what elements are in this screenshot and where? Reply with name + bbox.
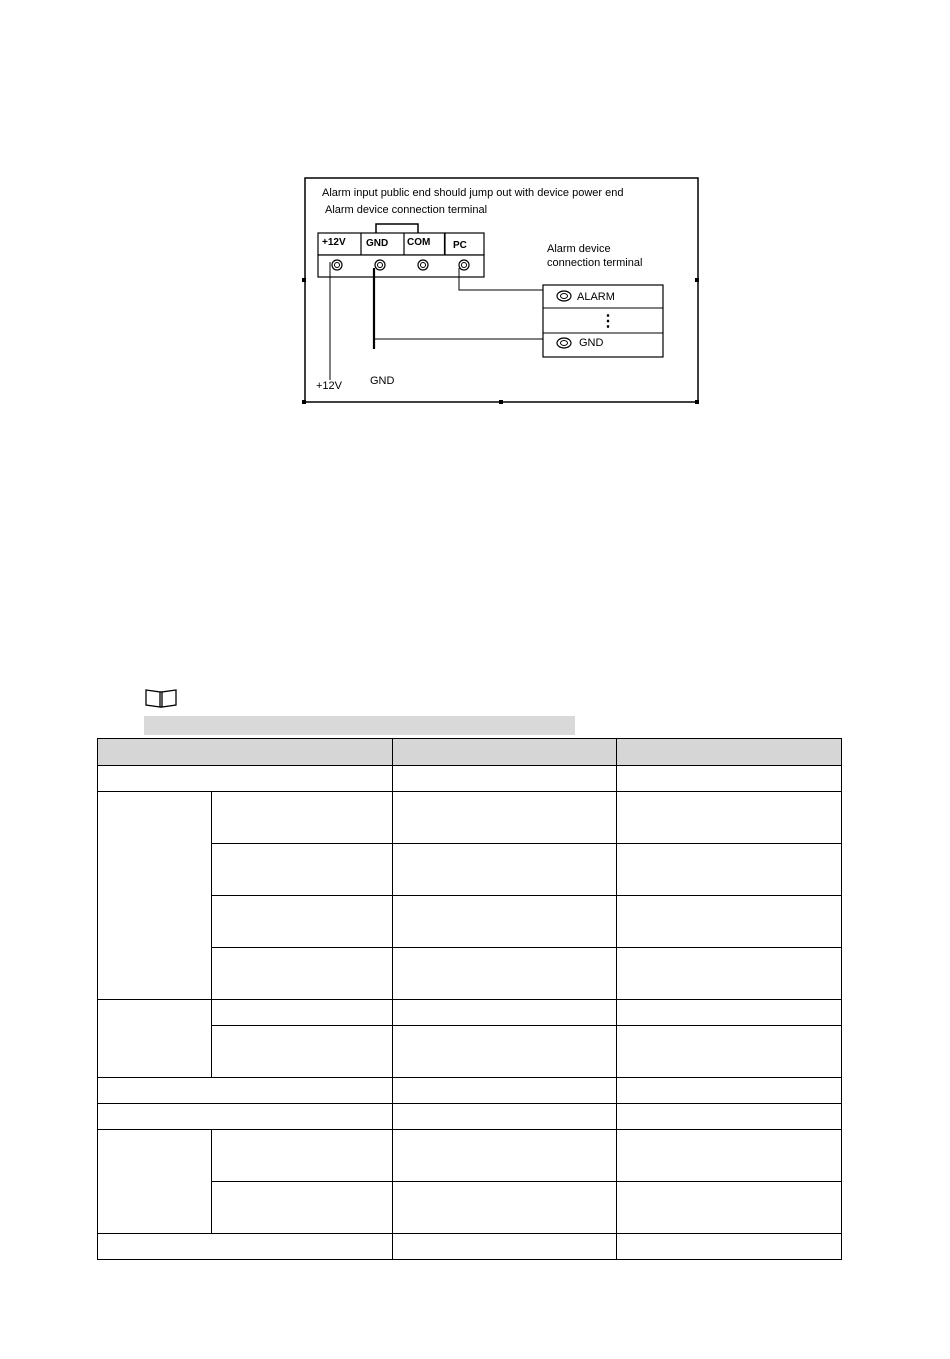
table-cell xyxy=(98,1104,393,1130)
table-cell xyxy=(393,1078,617,1104)
table-cell xyxy=(212,792,393,844)
note-highlight-bar xyxy=(144,716,575,735)
table-cell xyxy=(98,766,393,792)
table-cell xyxy=(212,1026,393,1078)
terminal-label-gnd: GND xyxy=(366,238,389,249)
device-dots: ⋮ xyxy=(600,313,616,330)
table-cell xyxy=(617,844,842,896)
table-cell xyxy=(393,1000,617,1026)
table-cell xyxy=(393,896,617,948)
frame-handle-bottom-left xyxy=(302,400,306,404)
table-cell xyxy=(98,1078,393,1104)
table-cell xyxy=(212,1000,393,1026)
terminal-label-com: COM xyxy=(407,237,431,248)
device-alarm-label: ALARM xyxy=(577,291,615,303)
caption-line-2: Alarm device connection terminal xyxy=(325,204,488,216)
alarm-wiring-diagram xyxy=(300,174,702,406)
table-cell xyxy=(393,948,617,1000)
frame-handle-right xyxy=(695,278,699,282)
table-cell xyxy=(212,1182,393,1234)
table-cell xyxy=(212,1130,393,1182)
table-cell xyxy=(617,1182,842,1234)
table-cell xyxy=(393,1130,617,1182)
frame-handle-bottom-mid xyxy=(499,400,503,404)
terminal-label-pc: PC xyxy=(453,240,467,251)
device-label-line-2: connection terminal xyxy=(547,257,643,269)
frame-handle-left xyxy=(302,278,306,282)
table-row xyxy=(98,1078,842,1104)
table-cell xyxy=(98,1000,212,1078)
caption-line-1: Alarm input public end should jump out with device power end xyxy=(322,187,624,199)
table-cell xyxy=(617,1078,842,1104)
table-cell xyxy=(212,844,393,896)
table-row xyxy=(98,766,842,792)
table-cell xyxy=(98,1130,212,1234)
table-cell xyxy=(393,792,617,844)
table-header-cell xyxy=(393,739,617,766)
table-cell xyxy=(393,844,617,896)
table-row xyxy=(98,1000,842,1026)
spec-table xyxy=(97,738,842,1260)
table-row xyxy=(98,792,842,844)
book-icon xyxy=(144,687,178,709)
table-cell xyxy=(617,766,842,792)
table-header-cell xyxy=(98,739,393,766)
table-cell xyxy=(212,948,393,1000)
device-label-line-1: Alarm device xyxy=(547,243,611,255)
table-cell xyxy=(393,1234,617,1260)
table-cell xyxy=(617,1130,842,1182)
table-cell xyxy=(393,1026,617,1078)
jumper-wire xyxy=(376,224,418,233)
table-cell xyxy=(617,896,842,948)
table-cell xyxy=(98,1234,393,1260)
table-row xyxy=(98,1104,842,1130)
table-cell xyxy=(393,766,617,792)
table-header-cell xyxy=(617,739,842,766)
table-cell xyxy=(617,1234,842,1260)
device-gnd-label: GND xyxy=(579,337,604,349)
table-cell xyxy=(617,1104,842,1130)
table-cell xyxy=(212,896,393,948)
frame-handle-bottom-right xyxy=(695,400,699,404)
terminal-label-12v: +12V xyxy=(322,237,346,248)
table-header-row xyxy=(98,739,842,766)
table-cell xyxy=(98,792,212,1000)
table-cell xyxy=(617,1000,842,1026)
table-cell xyxy=(393,1104,617,1130)
table-cell xyxy=(617,948,842,1000)
wire-label-gnd: GND xyxy=(370,375,395,387)
table-cell xyxy=(617,1026,842,1078)
table-cell xyxy=(617,792,842,844)
table-row xyxy=(98,1234,842,1260)
table-row xyxy=(98,1130,842,1182)
table-cell xyxy=(393,1182,617,1234)
wiring-diagram-svg xyxy=(300,174,702,406)
wire-label-12v: +12V xyxy=(316,380,342,392)
